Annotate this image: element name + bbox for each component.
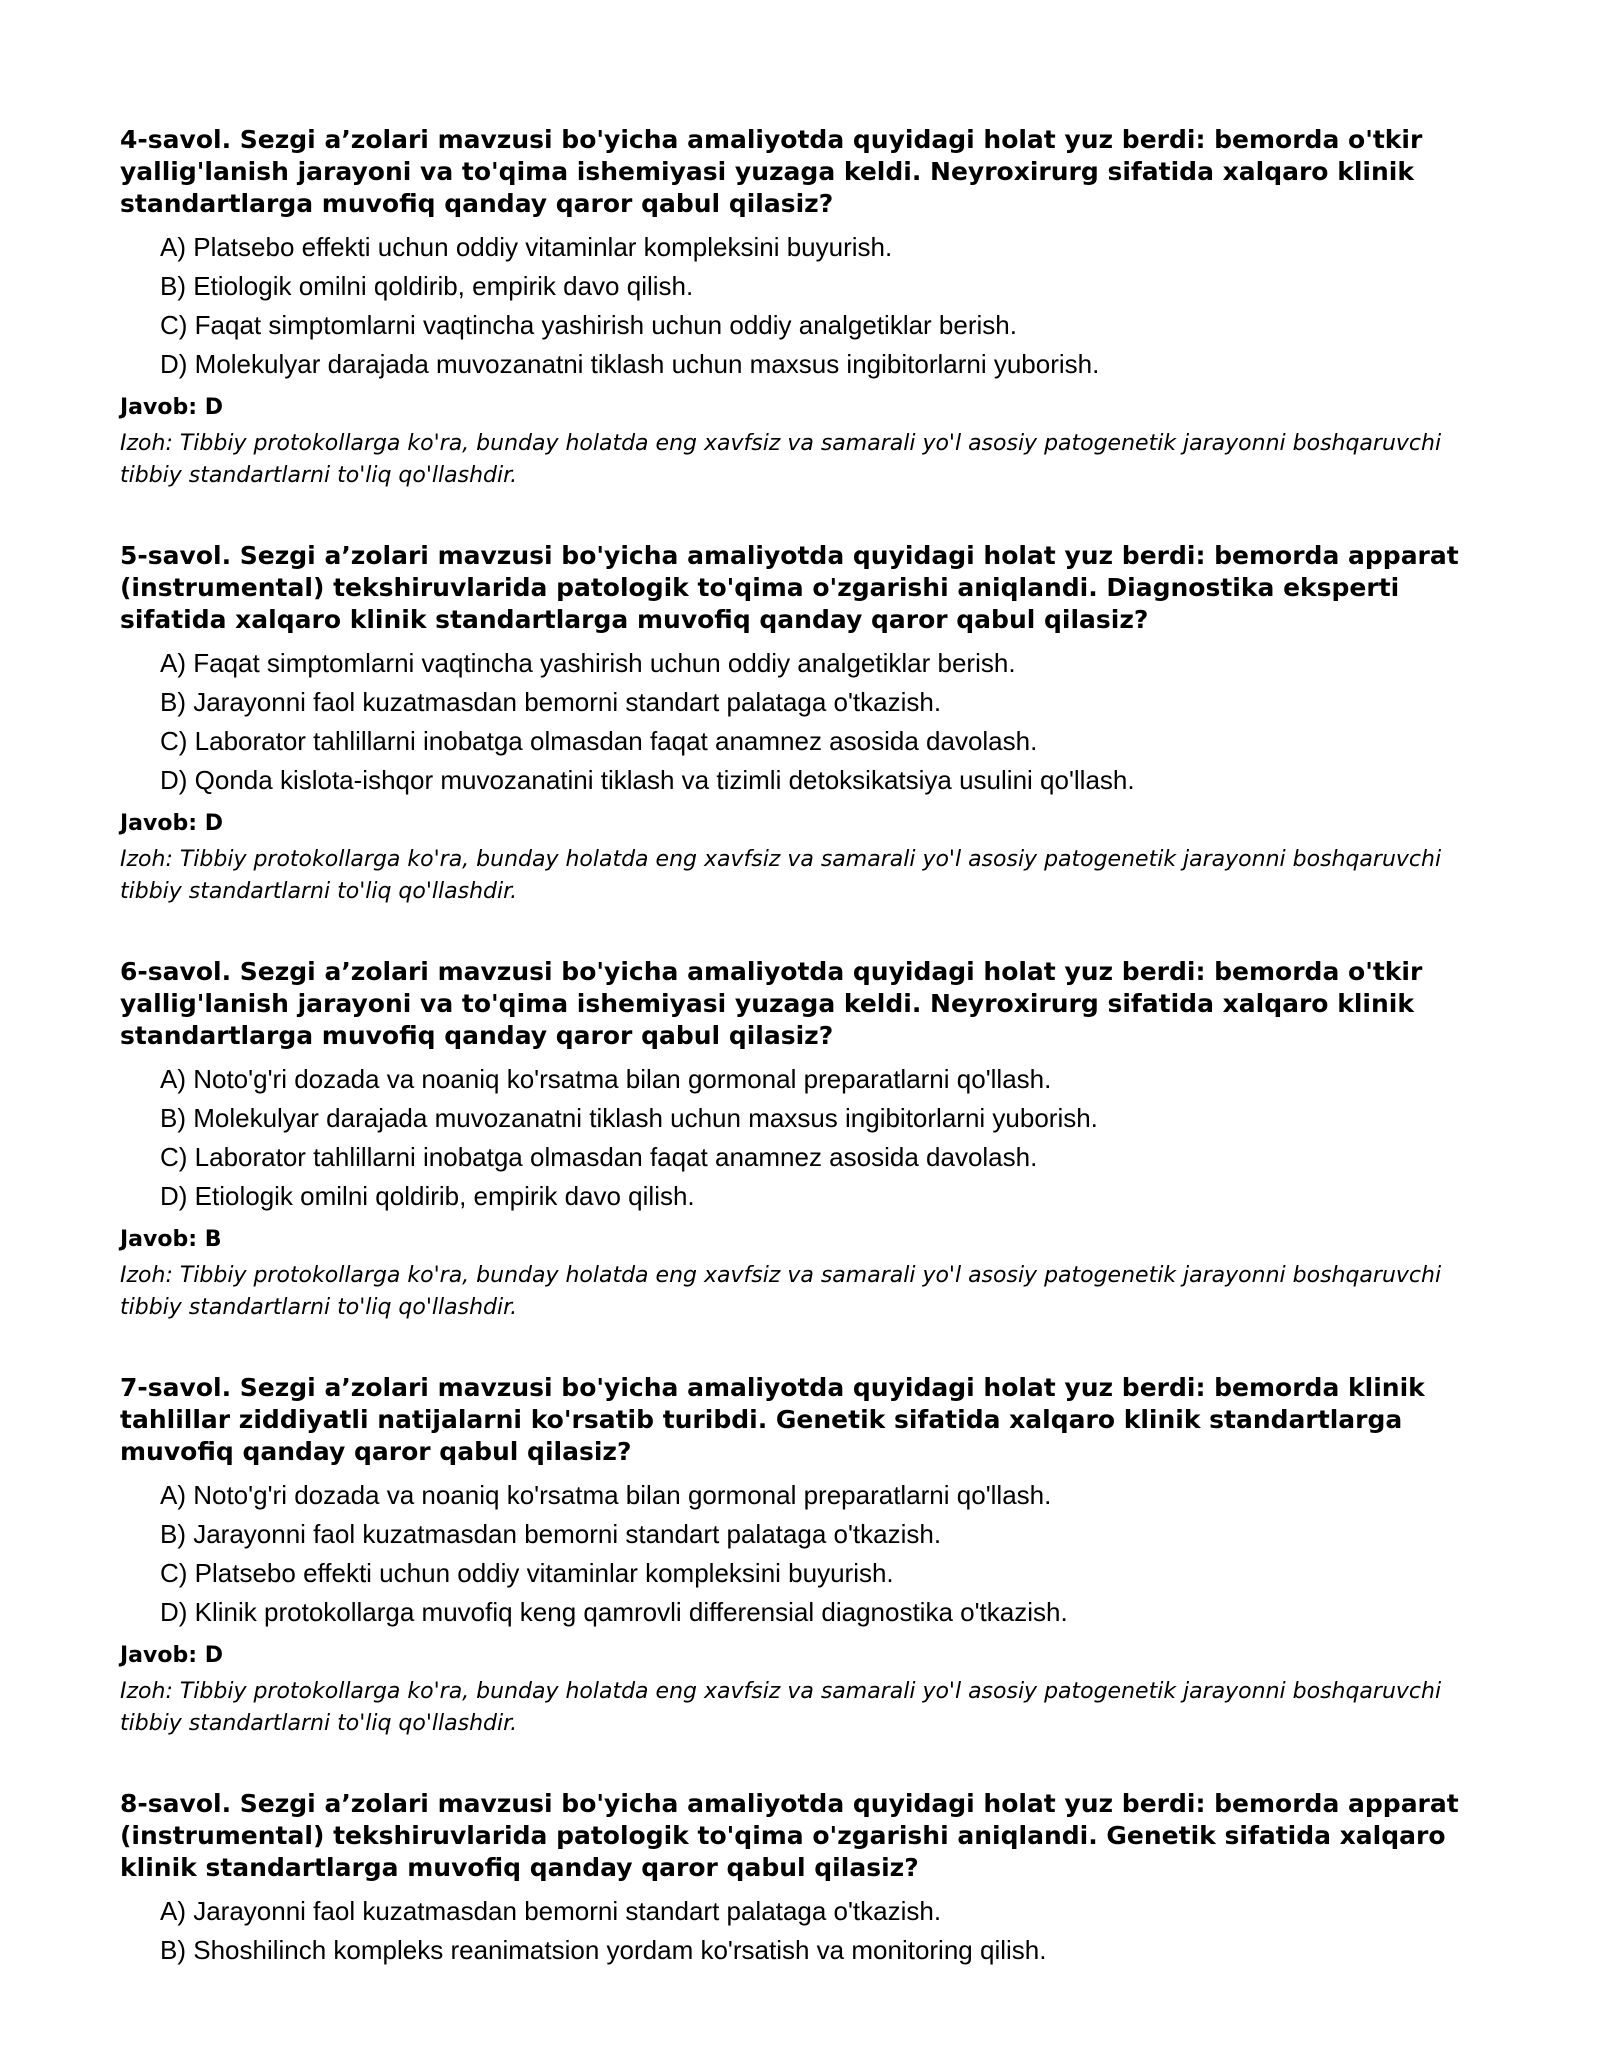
- option-a: A) Noto'g'ri dozada va noaniq ko'rsatma bilan gormonal preparatlarni qo'llash.: [160, 1064, 1052, 1094]
- explanation-note: Izoh: Tibbiy protokollarga ko'ra, bunday holatda eng xavfsiz va samarali yo'l asosiy patogenetik jarayonni boshqaruvchi tibbiy standartlarni to'liq qo'llashdir.: [120, 1679, 1442, 1736]
- option-b: B) Molekulyar darajada muvozanatni tiklash uchun maxsus ingibitorlarni yuborish.: [160, 1103, 1098, 1133]
- option-d: D) Molekulyar darajada muvozanatni tiklash uchun maxsus ingibitorlarni yuborish.: [160, 349, 1100, 379]
- answer-label: Javob: B: [120, 1227, 222, 1252]
- question-text: 6-savol. Sezgi a’zolari mavzusi bo'yicha amaliyotda quyidagi holat yuz berdi: bemorda o'tkir yallig'lanish jarayoni va to'qima ishemiyasi yuzaga keldi. Neyroxirurg sifatida xalqaro klinik standartlarga muvofiq qanday qaror qabul qilasiz?: [120, 957, 1423, 1050]
- option-d: D) Qonda kislota-ishqor muvozanatini tiklash va tizimli detoksikatsiya usulini qo'llash.: [160, 765, 1135, 795]
- options-list: [120, 1060, 1500, 1216]
- option-a: A) Platsebo effekti uchun oddiy vitaminlar kompleksini buyurish.: [160, 232, 893, 262]
- question-text: 7-savol. Sezgi a’zolari mavzusi bo'yicha amaliyotda quyidagi holat yuz berdi: bemorda klinik tahlillar ziddiyatli natijalarni ko'rsatib turibdi. Genetik sifatida xalqaro klinik standartlarga muvofiq qanday qaror qabul qilasiz?: [120, 1373, 1425, 1466]
- option-c: C) Laborator tahlillarni inobatga olmasdan faqat anamnez asosida davolash.: [160, 1142, 1038, 1172]
- option-c: C) Laborator tahlillarni inobatga olmasdan faqat anamnez asosida davolash.: [160, 726, 1038, 756]
- question-block: [120, 540, 1500, 908]
- answer-label: Javob: D: [120, 395, 223, 420]
- options-list: [120, 228, 1500, 384]
- explanation-note: Izoh: Tibbiy protokollarga ko'ra, bunday holatda eng xavfsiz va samarali yo'l asosiy patogenetik jarayonni boshqaruvchi tibbiy standartlarni to'liq qo'llashdir.: [120, 847, 1442, 904]
- answer-label: Javob: D: [120, 1643, 223, 1668]
- explanation-note: Izoh: Tibbiy protokollarga ko'ra, bunday holatda eng xavfsiz va samarali yo'l asosiy patogenetik jarayonni boshqaruvchi tibbiy standartlarni to'liq qo'llashdir.: [120, 431, 1442, 488]
- option-d: D) Etiologik omilni qoldirib, empirik davo qilish.: [160, 1181, 695, 1211]
- option-a: A) Faqat simptomlarni vaqtincha yashirish uchun oddiy analgetiklar berish.: [160, 648, 1016, 678]
- question-block: [120, 1788, 1500, 1970]
- document-page: [120, 124, 1500, 2018]
- options-list: [120, 644, 1500, 800]
- answer-label: Javob: D: [120, 811, 223, 836]
- option-a: A) Jarayonni faol kuzatmasdan bemorni standart palataga o'tkazish.: [160, 1896, 942, 1926]
- option-b: B) Jarayonni faol kuzatmasdan bemorni standart palataga o'tkazish.: [160, 1519, 942, 1549]
- explanation-note: Izoh: Tibbiy protokollarga ko'ra, bunday holatda eng xavfsiz va samarali yo'l asosiy patogenetik jarayonni boshqaruvchi tibbiy standartlarni to'liq qo'llashdir.: [120, 1263, 1442, 1320]
- option-c: C) Platsebo effekti uchun oddiy vitaminlar kompleksini buyurish.: [160, 1558, 894, 1588]
- question-block: [120, 1372, 1500, 1740]
- question-text: 8-savol. Sezgi a’zolari mavzusi bo'yicha amaliyotda quyidagi holat yuz berdi: bemorda apparat (instrumental) tekshiruvlarida patologik to'qima o'zgarishi aniqlandi. Genetik sifatida xalqaro klinik standartlarga muvofiq qanday qaror qabul qilasiz?: [120, 1789, 1459, 1882]
- question-block: [120, 956, 1500, 1324]
- option-c: C) Faqat simptomlarni vaqtincha yashirish uchun oddiy analgetiklar berish.: [160, 310, 1017, 340]
- question-block: [120, 124, 1500, 492]
- question-text: 5-savol. Sezgi a’zolari mavzusi bo'yicha amaliyotda quyidagi holat yuz berdi: bemorda apparat (instrumental) tekshiruvlarida patologik to'qima o'zgarishi aniqlandi. Diagnostika eksperti sifatida xalqaro klinik standartlarga muvofiq qanday qaror qabul qilasiz?: [120, 541, 1459, 634]
- option-d: D) Klinik protokollarga muvofiq keng qamrovli differensial diagnostika o'tkazish.: [160, 1597, 1068, 1627]
- question-text: 4-savol. Sezgi a’zolari mavzusi bo'yicha amaliyotda quyidagi holat yuz berdi: bemorda o'tkir yallig'lanish jarayoni va to'qima ishemiyasi yuzaga keldi. Neyroxirurg sifatida xalqaro klinik standartlarga muvofiq qanday qaror qabul qilasiz?: [120, 125, 1423, 218]
- options-list: [120, 1476, 1500, 1632]
- option-a: A) Noto'g'ri dozada va noaniq ko'rsatma bilan gormonal preparatlarni qo'llash.: [160, 1480, 1052, 1510]
- option-b: B) Etiologik omilni qoldirib, empirik davo qilish.: [160, 271, 694, 301]
- option-b: B) Shoshilinch kompleks reanimatsion yordam ko'rsatish va monitoring qilish.: [160, 1935, 1047, 1965]
- option-b: B) Jarayonni faol kuzatmasdan bemorni standart palataga o'tkazish.: [160, 687, 942, 717]
- options-list: [120, 1892, 1500, 1970]
